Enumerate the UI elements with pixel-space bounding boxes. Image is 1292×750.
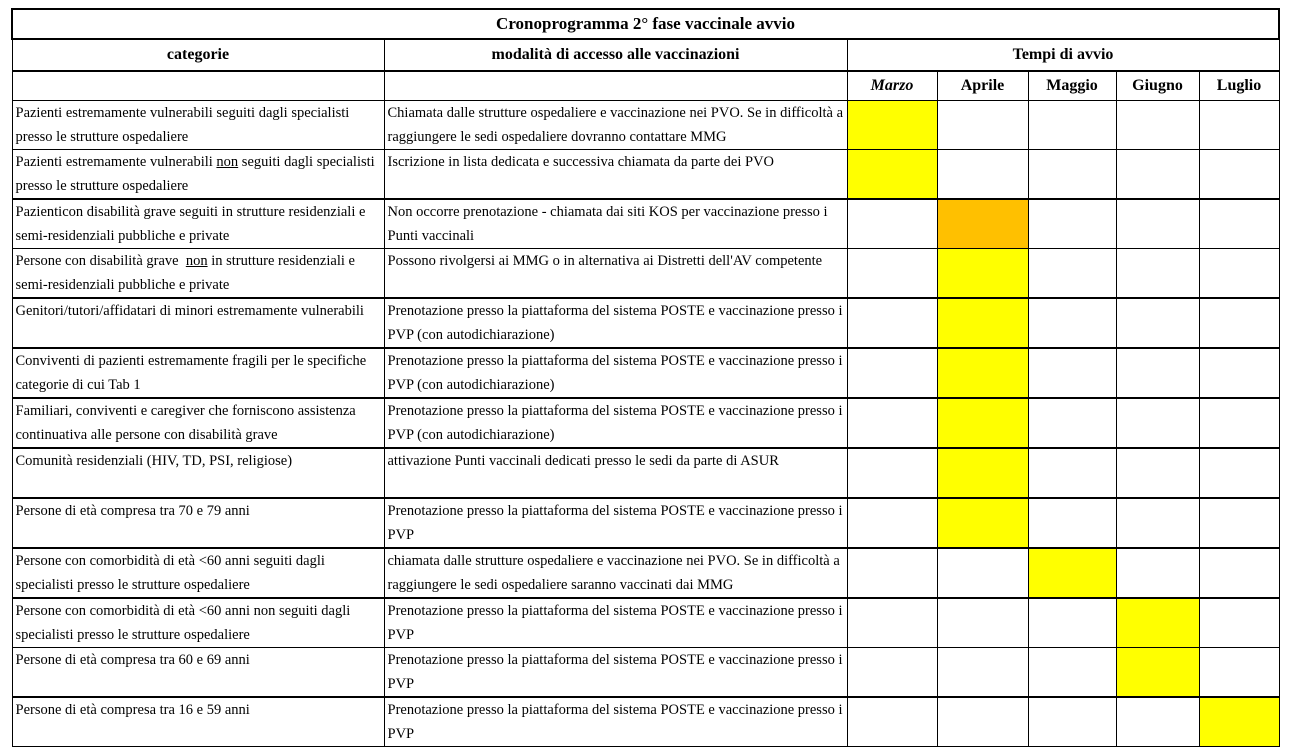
- month-cell-aprile: [937, 101, 1028, 150]
- start-marker-giugno: [1116, 598, 1199, 648]
- categoria-text-underlined: non: [185, 253, 208, 269]
- categoria-text: Persone di età compresa tra 60 e 69 anni: [15, 652, 250, 668]
- month-cell-maggio: [1028, 298, 1116, 348]
- modalita-cell: Prenotazione presso la piattaforma del sistema POSTE e vaccinazione presso i PVP: [384, 648, 847, 698]
- start-marker-aprile: [937, 398, 1028, 448]
- month-cell-giugno: [1116, 199, 1199, 249]
- month-cell-giugno: [1116, 548, 1199, 598]
- modalita-cell: Chiamata dalle strutture ospedaliere e vaccinazione nei PVO. Se in difficoltà a raggiungere le sedi ospedaliere dovranno contattare MMG: [384, 101, 847, 150]
- table-row: [12, 150, 1279, 200]
- month-cell-luglio: [1199, 598, 1279, 648]
- modalita-cell: Possono rivolgersi ai MMG o in alternativa ai Distretti dell'AV competente: [384, 249, 847, 299]
- categoria-text: Genitori/tutori/affidatari di minori estremamente vulnerabili: [15, 303, 364, 319]
- table-row: [12, 448, 1279, 498]
- categoria-cell: [12, 498, 384, 548]
- month-header-maggio: Maggio: [1028, 71, 1116, 101]
- categoria-cell: [12, 448, 384, 498]
- month-cell-maggio: [1028, 150, 1116, 200]
- categoria-text: Persone con comorbidità di età <60 anni seguiti dagli specialisti presso le strutture ospedaliere: [15, 553, 325, 593]
- month-cell-marzo: [847, 648, 937, 698]
- categoria-cell: [12, 249, 384, 299]
- month-cell-luglio: [1199, 150, 1279, 200]
- categoria-cell: [12, 199, 384, 249]
- categoria-cell: [12, 598, 384, 648]
- month-cell-aprile: [937, 697, 1028, 747]
- categoria-text: Persone di età compresa tra 16 e 59 anni: [15, 702, 250, 718]
- month-cell-luglio: [1199, 249, 1279, 299]
- start-marker-aprile: [937, 348, 1028, 398]
- categoria-text: Comunità residenziali (HIV, TD, PSI, religiose): [15, 453, 293, 469]
- start-marker-aprile: [937, 498, 1028, 548]
- modalita-cell: Prenotazione presso la piattaforma del sistema POSTE e vaccinazione presso i PVP: [384, 697, 847, 747]
- month-cell-marzo: [847, 298, 937, 348]
- table-row: [12, 199, 1279, 249]
- categoria-text-pre: Persone con disabilità grave: [15, 253, 186, 269]
- month-cell-marzo: [847, 697, 937, 747]
- month-cell-luglio: [1199, 648, 1279, 698]
- month-cell-giugno: [1116, 348, 1199, 398]
- month-cell-marzo: [847, 249, 937, 299]
- categoria-text: Persone di età compresa tra 70 e 79 anni: [15, 503, 250, 519]
- month-cell-maggio: [1028, 697, 1116, 747]
- categoria-text: Familiari, conviventi e caregiver che forniscono assistenza continuativa alle persone con disabilità grave: [15, 403, 356, 443]
- month-cell-luglio: [1199, 448, 1279, 498]
- categoria-text-underlined: non: [216, 154, 239, 170]
- month-cell-maggio: [1028, 498, 1116, 548]
- header-tempi-di-avvio: Tempi di avvio: [847, 39, 1279, 71]
- table-row: [12, 348, 1279, 398]
- month-cell-giugno: [1116, 298, 1199, 348]
- categoria-text-post: seguiti dagli specialisti presso le strutture ospedaliere: [15, 154, 379, 194]
- categoria-text: Pazienti estremamente vulnerabili seguiti dagli specialisti presso le strutture ospedaliere: [15, 105, 350, 145]
- month-cell-luglio: [1199, 199, 1279, 249]
- month-cell-marzo: [847, 498, 937, 548]
- start-marker-aprile: [937, 298, 1028, 348]
- table-row: [12, 598, 1279, 648]
- month-cell-marzo: [847, 348, 937, 398]
- table-row: [12, 648, 1279, 698]
- month-cell-aprile: [937, 648, 1028, 698]
- categoria-text-post: in strutture residenziali e semi-residenziali pubbliche e private: [15, 253, 359, 293]
- categoria-text: Pazienticon disabilità grave seguiti in strutture residenziali e semi-residenziali pubbliche e private: [15, 204, 366, 244]
- modalita-cell: Prenotazione presso la piattaforma del sistema POSTE e vaccinazione presso i PVP (con autodichiarazione): [384, 398, 847, 448]
- month-cell-maggio: [1028, 199, 1116, 249]
- table-row: [12, 398, 1279, 448]
- categoria-cell: [12, 548, 384, 598]
- modalita-cell: chiamata dalle strutture ospedaliere e vaccinazione nei PVO. Se in difficoltà a raggiungere le sedi ospedaliere saranno vaccinati dai MMG: [384, 548, 847, 598]
- table-row: [12, 697, 1279, 747]
- start-marker-maggio: [1028, 548, 1116, 598]
- table-row: [12, 298, 1279, 348]
- month-cell-luglio: [1199, 498, 1279, 548]
- month-cell-maggio: [1028, 101, 1116, 150]
- month-cell-maggio: [1028, 448, 1116, 498]
- categoria-cell: [12, 398, 384, 448]
- schedule-table: [11, 8, 1280, 747]
- month-header-aprile: Aprile: [937, 71, 1028, 101]
- month-cell-giugno: [1116, 498, 1199, 548]
- modalita-cell: Prenotazione presso la piattaforma del sistema POSTE e vaccinazione presso i PVP: [384, 498, 847, 548]
- month-cell-aprile: [937, 598, 1028, 648]
- month-cell-aprile: [937, 548, 1028, 598]
- categoria-text: Persone con comorbidità di età <60 anni non seguiti dagli specialisti presso le strutture ospedaliere: [15, 603, 351, 643]
- month-cell-marzo: [847, 598, 937, 648]
- categoria-cell: [12, 697, 384, 747]
- month-cell-marzo: [847, 548, 937, 598]
- table-row: [12, 101, 1279, 150]
- month-cell-giugno: [1116, 150, 1199, 200]
- month-cell-giugno: [1116, 101, 1199, 150]
- table-row: [12, 249, 1279, 299]
- categoria-cell: [12, 298, 384, 348]
- header-modalita: modalità di accesso alle vaccinazioni: [384, 39, 847, 71]
- table-title: Cronoprogramma 2° fase vaccinale avvio: [12, 9, 1279, 39]
- month-cell-marzo: [847, 199, 937, 249]
- categoria-cell: [12, 101, 384, 150]
- month-cell-maggio: [1028, 348, 1116, 398]
- month-cell-giugno: [1116, 398, 1199, 448]
- start-marker-aprile: [937, 448, 1028, 498]
- header-empty-categorie: [12, 71, 384, 101]
- month-cell-marzo: [847, 448, 937, 498]
- month-cell-maggio: [1028, 598, 1116, 648]
- table-row: [12, 498, 1279, 548]
- month-cell-aprile: [937, 150, 1028, 200]
- month-cell-luglio: [1199, 548, 1279, 598]
- month-cell-marzo: [847, 398, 937, 448]
- month-cell-giugno: [1116, 249, 1199, 299]
- table-row: [12, 548, 1279, 598]
- categoria-cell: [12, 648, 384, 698]
- start-marker-marzo: [847, 101, 937, 150]
- start-marker-aprile: [937, 199, 1028, 249]
- month-header-luglio: Luglio: [1199, 71, 1279, 101]
- categoria-text: Conviventi di pazienti estremamente fragili per le specifiche categorie di cui Tab 1: [15, 353, 367, 393]
- header-empty-modalita: [384, 71, 847, 101]
- modalita-cell: Non occorre prenotazione - chiamata dai siti KOS per vaccinazione presso i Punti vaccinali: [384, 199, 847, 249]
- month-cell-maggio: [1028, 249, 1116, 299]
- modalita-cell: Prenotazione presso la piattaforma del sistema POSTE e vaccinazione presso i PVP (con autodichiarazione): [384, 298, 847, 348]
- modalita-cell: Iscrizione in lista dedicata e successiva chiamata da parte dei PVO: [384, 150, 847, 200]
- modalita-cell: Prenotazione presso la piattaforma del sistema POSTE e vaccinazione presso i PVP: [384, 598, 847, 648]
- month-cell-giugno: [1116, 448, 1199, 498]
- month-cell-giugno: [1116, 697, 1199, 747]
- month-cell-luglio: [1199, 298, 1279, 348]
- month-cell-luglio: [1199, 348, 1279, 398]
- categoria-cell: [12, 348, 384, 398]
- modalita-cell: attivazione Punti vaccinali dedicati presso le sedi da parte di ASUR: [384, 448, 847, 498]
- month-header-giugno: Giugno: [1116, 71, 1199, 101]
- modalita-cell: Prenotazione presso la piattaforma del sistema POSTE e vaccinazione presso i PVP (con autodichiarazione): [384, 348, 847, 398]
- start-marker-aprile: [937, 249, 1028, 299]
- month-cell-maggio: [1028, 648, 1116, 698]
- month-cell-luglio: [1199, 101, 1279, 150]
- month-header-marzo: Marzo: [847, 71, 937, 101]
- month-cell-maggio: [1028, 398, 1116, 448]
- start-marker-luglio: [1199, 697, 1279, 747]
- schedule-sheet: [11, 8, 1280, 747]
- header-categorie: categorie: [12, 39, 384, 71]
- start-marker-giugno: [1116, 648, 1199, 698]
- categoria-cell: [12, 150, 384, 200]
- categoria-text-pre: Pazienti estremamente vulnerabili: [15, 154, 217, 170]
- month-cell-luglio: [1199, 398, 1279, 448]
- start-marker-marzo: [847, 150, 937, 200]
